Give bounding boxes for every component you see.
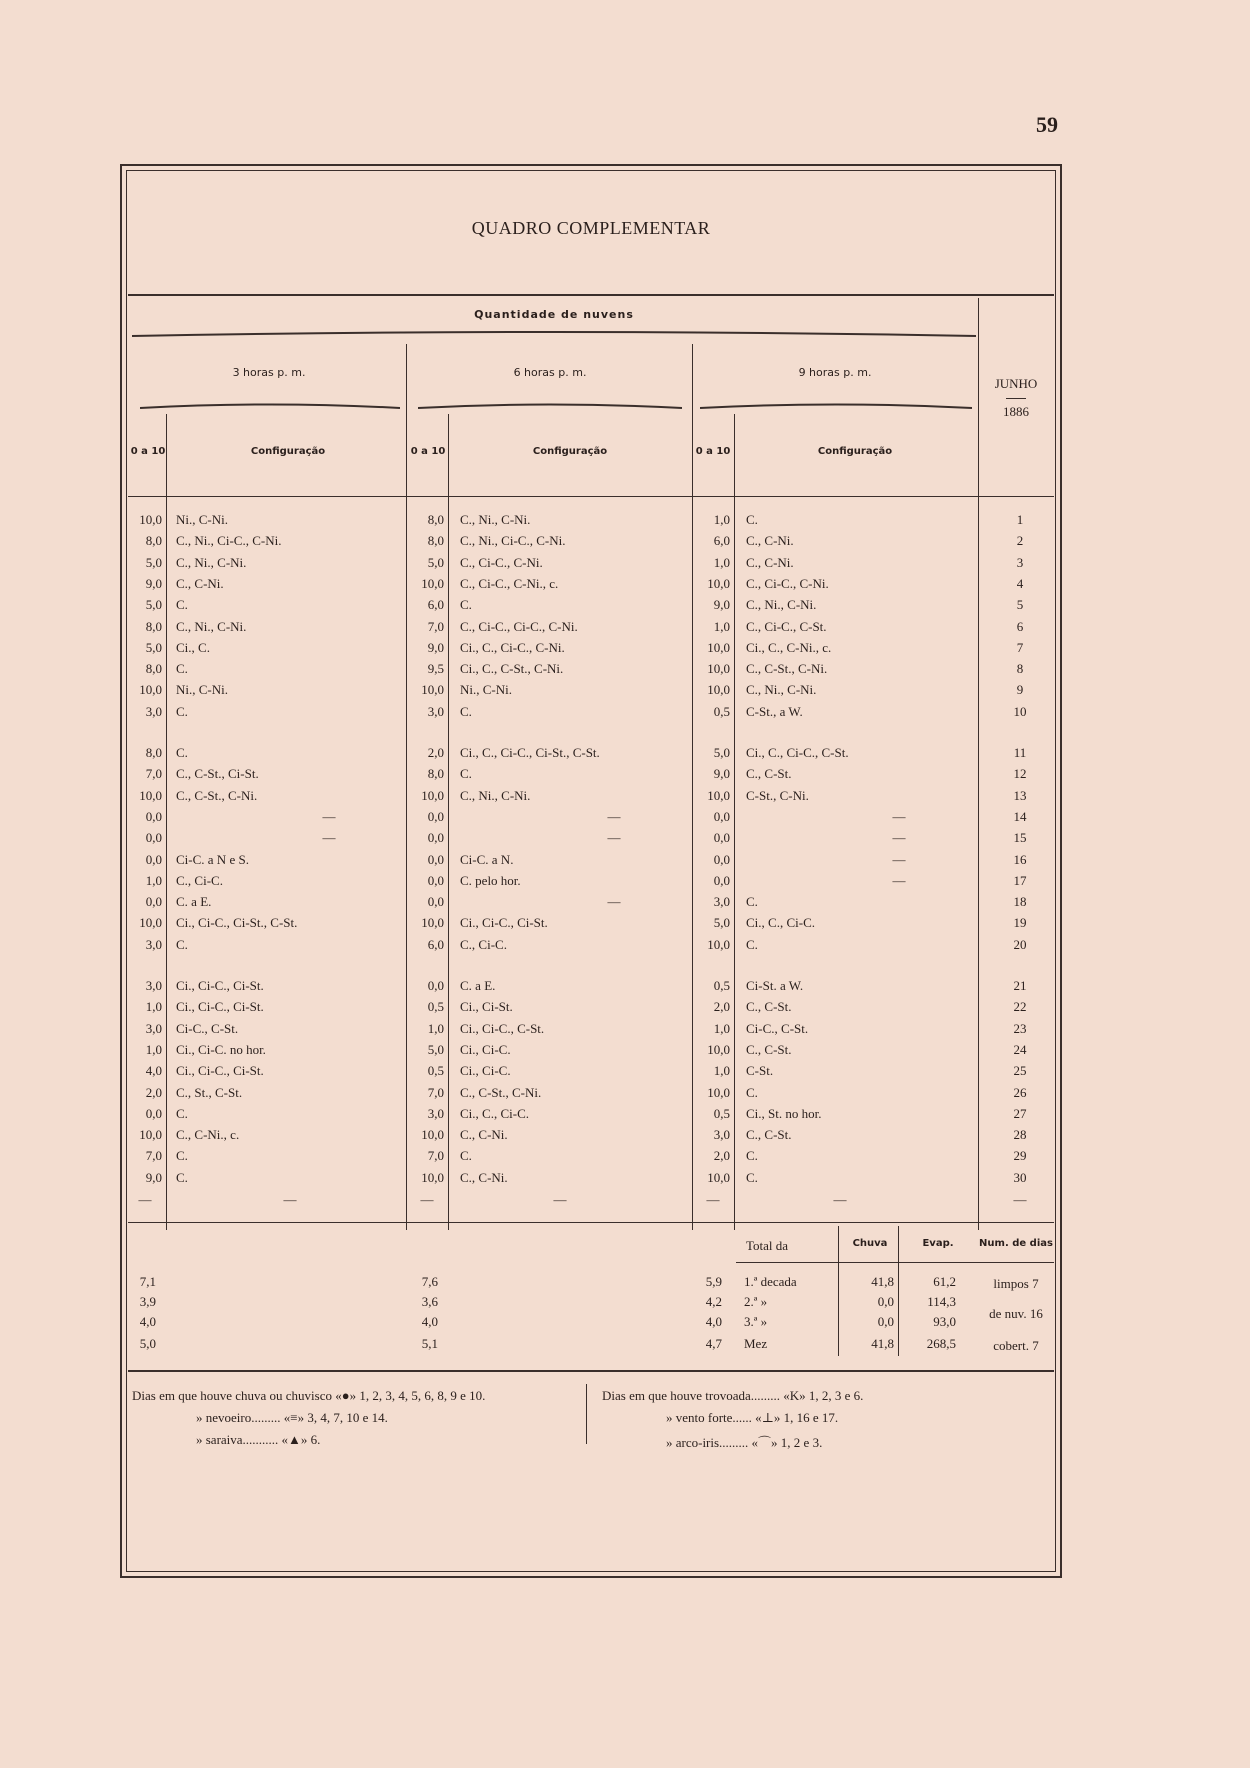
avg-9pm: 4,7: [705, 1336, 722, 1351]
config-3pm: Ci., Ci-C. no hor.: [176, 1041, 266, 1057]
value-3pm: 1,0: [145, 1041, 162, 1057]
value-6pm: 7,0: [427, 618, 444, 634]
col-config-3pm: Configuração: [250, 446, 326, 457]
config-3pm: C., St., C-St.: [176, 1084, 243, 1100]
value-6pm: 3,0: [427, 1105, 444, 1121]
value-9pm: 3,0: [713, 1127, 730, 1143]
config-9pm: Ci-St. a W.: [746, 978, 804, 993]
config-6pm: C.: [460, 703, 472, 719]
dash-cell: —: [420, 1191, 434, 1207]
config-9pm: C-St.: [746, 1063, 774, 1079]
config-6pm: Ci., C., C-St., C-Ni.: [460, 661, 564, 677]
config-6pm: C. pelo hor.: [460, 872, 521, 888]
config-6pm: —: [607, 808, 621, 824]
value-3pm: 0,0: [145, 808, 162, 824]
config-9pm: Ci., C., Ci-C.: [746, 915, 815, 931]
avg-3pm: 5,0: [139, 1336, 156, 1351]
header-month: JUNHO: [994, 376, 1038, 391]
value-6pm: 9,0: [427, 639, 444, 655]
config-3pm: C., Ci-C.: [176, 872, 223, 888]
config-6pm: C., C-St., C-Ni.: [460, 1084, 542, 1100]
config-9pm: C.: [746, 894, 758, 910]
config-6pm: C., Ci-C., C-Ni., c.: [460, 575, 559, 591]
value-3pm: 8,0: [145, 533, 162, 549]
config-3pm: Ci., Ci-C., Ci-St.: [176, 999, 264, 1015]
value-3pm: 3,0: [145, 1020, 162, 1036]
days-count: de nuv. 16: [989, 1306, 1043, 1321]
config-6pm: —: [607, 894, 621, 910]
config-9pm: C.: [746, 936, 758, 952]
day-number: 13: [1013, 787, 1027, 803]
value-3pm: 3,0: [145, 978, 162, 993]
value-6pm: 0,0: [427, 978, 444, 993]
config-9pm: —: [892, 830, 906, 846]
value-6pm: 3,0: [427, 703, 444, 719]
vline-scale-3pm: [166, 414, 167, 1230]
config-3pm: C.: [176, 1169, 188, 1185]
value-9pm: 1,0: [713, 554, 730, 570]
dash-cell: —: [138, 1191, 152, 1207]
config-9pm: C., Ni., C-Ni.: [746, 597, 817, 613]
value-3pm: 3,0: [145, 936, 162, 952]
config-6pm: C., Ci-C., C-Ni.: [460, 554, 543, 570]
avg-6pm: 7,6: [421, 1274, 438, 1289]
value-9pm: 6,0: [713, 533, 730, 549]
day-number: 6: [1016, 618, 1024, 634]
day-number: 22: [1013, 999, 1027, 1015]
value-3pm: 0,0: [145, 1105, 162, 1121]
config-9pm: C., C-Ni.: [746, 554, 794, 570]
config-3pm: Ci-C. a N e S.: [176, 851, 249, 867]
value-9pm: 0,0: [713, 808, 730, 824]
config-6pm: Ci., C., Ci-C., C-Ni.: [460, 639, 565, 655]
config-6pm: —: [607, 830, 621, 846]
avg-3pm: 7,1: [139, 1274, 156, 1289]
avg-6pm: 3,6: [421, 1294, 438, 1309]
config-6pm: C., C-Ni.: [460, 1169, 508, 1185]
day-number: 18: [1013, 894, 1027, 910]
footer-fog: » nevoeiro......... «≡» 3, 4, 7, 10 e 14.: [196, 1410, 388, 1425]
vline-month: [978, 298, 979, 1230]
config-6pm: C. a E.: [460, 978, 496, 993]
col-config-6pm: Configuração: [532, 446, 608, 457]
value-6pm: 8,0: [427, 533, 444, 549]
config-9pm: C., C-Ni.: [746, 533, 794, 549]
day-number: 12: [1013, 766, 1027, 782]
value-9pm: 0,5: [713, 703, 730, 719]
value-9pm: 3,0: [713, 894, 730, 910]
config-3pm: C., C-St., C-Ni.: [176, 787, 258, 803]
value-6pm: 0,0: [427, 808, 444, 824]
value-9pm: 1,0: [713, 1020, 730, 1036]
value-3pm: 9,0: [145, 1169, 162, 1185]
value-3pm: 8,0: [145, 661, 162, 677]
day-number: 3: [1016, 554, 1024, 570]
config-3pm: —: [322, 830, 336, 846]
value-6pm: 10,0: [421, 787, 444, 803]
evap-total: 61,2: [933, 1274, 956, 1289]
value-6pm: 1,0: [427, 1020, 444, 1036]
value-6pm: 0,0: [427, 830, 444, 846]
config-3pm: C.: [176, 745, 188, 760]
day-number: 9: [1016, 682, 1024, 698]
config-9pm: Ci., C., Ci-C., C-St.: [746, 745, 849, 760]
footer-thunder: Dias em que houve trovoada......... «K» 1, 2, 3 e 6.: [602, 1388, 864, 1403]
day-number: 19: [1013, 915, 1027, 931]
config-3pm: C.: [176, 597, 188, 613]
rain-total: 0,0: [877, 1314, 894, 1329]
value-3pm: 10,0: [139, 682, 162, 698]
config-6pm: C.: [460, 1148, 472, 1164]
value-9pm: 10,0: [707, 936, 730, 952]
config-3pm: —: [322, 808, 336, 824]
value-3pm: 5,0: [145, 639, 162, 655]
dash-cell: —: [833, 1191, 847, 1207]
value-6pm: 0,0: [427, 872, 444, 888]
day-number: 29: [1013, 1148, 1027, 1164]
config-9pm: C., Ci-C., C-Ni.: [746, 575, 829, 591]
config-6pm: Ci., Ci-St.: [460, 999, 513, 1015]
config-9pm: C., C-St.: [746, 999, 792, 1015]
value-9pm: 0,5: [713, 1105, 730, 1121]
day-number: 1: [1016, 512, 1024, 527]
config-9pm: C., C-St.: [746, 766, 792, 782]
config-6pm: C.: [460, 597, 472, 613]
vline-6pm-9pm: [692, 344, 693, 1230]
value-3pm: 10,0: [139, 915, 162, 931]
value-9pm: 5,0: [713, 915, 730, 931]
value-9pm: 10,0: [707, 1041, 730, 1057]
config-9pm: —: [892, 851, 906, 867]
col-scale-3pm: 0 a 10: [130, 446, 166, 457]
config-6pm: C., Ni., C-Ni.: [460, 787, 531, 803]
value-6pm: 0,0: [427, 894, 444, 910]
day-number: 17: [1013, 872, 1027, 888]
day-number: 16: [1013, 851, 1027, 867]
col-scale-9pm: 0 a 10: [695, 446, 731, 457]
evap-total: 93,0: [933, 1314, 956, 1329]
config-9pm: C-St., a W.: [746, 703, 803, 719]
value-6pm: 0,5: [427, 1063, 444, 1079]
config-9pm: C.: [746, 1084, 758, 1100]
day-number: 2: [1016, 533, 1024, 549]
rain-total: 0,0: [877, 1294, 894, 1309]
footer-rain: Dias em que houve chuva ou chuvisco «●» 1, 2, 3, 4, 5, 6, 8, 9 e 10.: [132, 1388, 486, 1403]
value-6pm: 7,0: [427, 1148, 444, 1164]
config-3pm: C., Ni., Ci-C., C-Ni.: [176, 533, 282, 549]
vline-3pm-6pm: [406, 344, 407, 1230]
dash-cell: —: [553, 1191, 567, 1207]
value-6pm: 5,0: [427, 1041, 444, 1057]
avg-6pm: 4,0: [421, 1314, 438, 1329]
config-6pm: C.: [460, 766, 472, 782]
config-3pm: C.: [176, 661, 188, 677]
config-3pm: C., Ni., C-Ni.: [176, 554, 247, 570]
config-3pm: C., Ni., C-Ni.: [176, 618, 247, 634]
config-9pm: Ci., C., C-Ni., c.: [746, 639, 832, 655]
config-9pm: C-St., C-Ni.: [746, 787, 809, 803]
footer-wind: » vento forte...... «⊥» 1, 16 e 17.: [666, 1410, 839, 1425]
config-3pm: C., C-Ni., c.: [176, 1127, 240, 1143]
value-6pm: 10,0: [421, 682, 444, 698]
config-3pm: C.: [176, 1105, 188, 1121]
value-6pm: 2,0: [427, 745, 444, 760]
config-6pm: Ci., Ci-C., Ci-St.: [460, 915, 548, 931]
rain-total: 41,8: [871, 1274, 894, 1289]
value-3pm: 9,0: [145, 575, 162, 591]
value-3pm: 0,0: [145, 830, 162, 846]
config-6pm: Ci., Ci-C., C-St.: [460, 1020, 545, 1036]
day-number: 21: [1013, 978, 1027, 993]
totals-header-total: Total da: [746, 1238, 789, 1253]
config-6pm: Ni., C-Ni.: [460, 682, 512, 698]
totals-col-divider-2: [898, 1226, 899, 1356]
config-3pm: Ci., C.: [176, 639, 210, 655]
value-6pm: 8,0: [427, 766, 444, 782]
value-6pm: 10,0: [421, 1169, 444, 1185]
config-3pm: Ci-C., C-St.: [176, 1020, 239, 1036]
avg-3pm: 4,0: [139, 1314, 156, 1329]
config-3pm: C., C-St., Ci-St.: [176, 766, 259, 782]
value-3pm: 4,0: [145, 1063, 162, 1079]
value-9pm: 1,0: [713, 1063, 730, 1079]
value-3pm: 10,0: [139, 787, 162, 803]
avg-3pm: 3,9: [139, 1294, 156, 1309]
day-number: 24: [1013, 1041, 1027, 1057]
totals-subrule: [736, 1262, 1054, 1263]
config-9pm: C., C-St.: [746, 1041, 792, 1057]
value-9pm: 1,0: [713, 512, 730, 527]
value-9pm: 10,0: [707, 661, 730, 677]
config-9pm: —: [892, 808, 906, 824]
value-6pm: 6,0: [427, 597, 444, 613]
page-title: QUADRO COMPLEMENTAR: [471, 218, 711, 238]
value-3pm: 7,0: [145, 1148, 162, 1164]
vline-scale-9pm: [734, 414, 735, 1230]
config-3pm: Ci., Ci-C., Ci-St.: [176, 1063, 264, 1079]
config-3pm: C.: [176, 936, 188, 952]
day-number: 4: [1016, 575, 1024, 591]
value-6pm: 7,0: [427, 1084, 444, 1100]
totals-header-evap: Evap.: [922, 1238, 954, 1249]
config-3pm: C.: [176, 703, 188, 719]
value-3pm: 1,0: [145, 872, 162, 888]
value-6pm: 10,0: [421, 915, 444, 931]
value-9pm: 5,0: [713, 745, 730, 760]
value-6pm: 10,0: [421, 575, 444, 591]
value-9pm: 10,0: [707, 682, 730, 698]
config-6pm: Ci-C. a N.: [460, 851, 514, 867]
value-6pm: 10,0: [421, 1127, 444, 1143]
avg-9pm: 4,2: [705, 1294, 722, 1309]
value-9pm: 10,0: [707, 787, 730, 803]
totals-period-label: 1.ª decada: [744, 1274, 797, 1289]
header-6pm-wave: [418, 402, 682, 412]
config-3pm: Ni., C-Ni.: [176, 512, 228, 527]
day-number: 11: [1013, 745, 1027, 760]
dash-cell: —: [1013, 1191, 1027, 1207]
config-9pm: —: [892, 872, 906, 888]
value-3pm: 10,0: [139, 1127, 162, 1143]
value-3pm: 1,0: [145, 999, 162, 1015]
config-3pm: C. a E.: [176, 894, 212, 910]
config-3pm: C.: [176, 1148, 188, 1164]
header-9pm-wave: [700, 402, 972, 412]
vline-scale-6pm: [448, 414, 449, 1230]
value-6pm: 6,0: [427, 936, 444, 952]
header-6pm: 6 horas p. m.: [513, 366, 587, 379]
header-3pm: 3 horas p. m.: [232, 366, 306, 379]
evap-total: 114,3: [927, 1294, 956, 1309]
value-3pm: 8,0: [145, 618, 162, 634]
avg-9pm: 4,0: [705, 1314, 722, 1329]
day-number: 28: [1013, 1127, 1027, 1143]
header-group-label: Quantidade de nuvens: [474, 308, 634, 321]
value-9pm: 2,0: [713, 1148, 730, 1164]
config-6pm: C., C-Ni.: [460, 1127, 508, 1143]
value-3pm: 0,0: [145, 894, 162, 910]
value-9pm: 1,0: [713, 618, 730, 634]
col-scale-6pm: 0 a 10: [410, 446, 446, 457]
day-number: 15: [1013, 830, 1027, 846]
value-9pm: 0,5: [713, 978, 730, 993]
day-number: 10: [1013, 703, 1027, 719]
config-3pm: C., C-Ni.: [176, 575, 224, 591]
totals-period-label: 2.ª »: [744, 1294, 768, 1309]
value-9pm: 10,0: [707, 1084, 730, 1100]
value-9pm: 0,0: [713, 830, 730, 846]
days-count: limpos 7: [993, 1276, 1039, 1291]
value-3pm: 2,0: [145, 1084, 162, 1100]
config-6pm: Ci., C., Ci-C., Ci-St., C-St.: [460, 745, 600, 760]
value-6pm: 0,0: [427, 851, 444, 867]
value-3pm: 3,0: [145, 703, 162, 719]
value-9pm: 10,0: [707, 639, 730, 655]
day-number: 26: [1013, 1084, 1027, 1100]
config-6pm: C., Ni., Ci-C., C-Ni.: [460, 533, 566, 549]
evap-total: 268,5: [926, 1336, 956, 1351]
config-6pm: Ci., C., Ci-C.: [460, 1105, 529, 1121]
config-9pm: Ci-C., C-St.: [746, 1020, 809, 1036]
value-9pm: 10,0: [707, 1169, 730, 1185]
day-number: 5: [1016, 597, 1024, 613]
header-year: 1886: [1003, 404, 1029, 419]
config-3pm: Ni., C-Ni.: [176, 682, 228, 698]
value-3pm: 5,0: [145, 554, 162, 570]
config-6pm: Ci., Ci-C.: [460, 1063, 511, 1079]
day-number: 20: [1013, 936, 1027, 952]
config-9pm: C., C-St., C-Ni.: [746, 661, 828, 677]
day-number: 30: [1013, 1169, 1027, 1185]
value-3pm: 7,0: [145, 766, 162, 782]
value-9pm: 9,0: [713, 766, 730, 782]
days-count: cobert. 7: [993, 1338, 1039, 1353]
totals-header-dias: Num. de dias: [979, 1238, 1053, 1249]
value-9pm: 0,0: [713, 851, 730, 867]
value-3pm: 8,0: [145, 745, 162, 760]
day-number: 14: [1013, 808, 1027, 824]
value-9pm: 9,0: [713, 597, 730, 613]
totals-period-label: 3.ª »: [744, 1314, 768, 1329]
title-rule: [128, 294, 1054, 296]
footer-hail: » saraiva........... «▲» 6.: [196, 1432, 321, 1447]
avg-9pm: 5,9: [705, 1274, 722, 1289]
value-9pm: 0,0: [713, 872, 730, 888]
config-9pm: C.: [746, 1169, 758, 1185]
value-6pm: 0,5: [427, 999, 444, 1015]
footer-rainbow: » arco-iris......... «⌒» 1, 2 e 3.: [666, 1435, 823, 1450]
rain-total: 41,8: [871, 1336, 894, 1351]
value-3pm: 5,0: [145, 597, 162, 613]
config-6pm: Ci., Ci-C.: [460, 1041, 511, 1057]
config-9pm: C.: [746, 512, 758, 527]
footer-divider: [586, 1384, 587, 1444]
totals-col-divider-1: [838, 1226, 839, 1356]
day-number: 25: [1013, 1063, 1027, 1079]
value-9pm: 2,0: [713, 999, 730, 1015]
config-6pm: C., Ci-C., Ci-C., C-Ni.: [460, 618, 578, 634]
config-3pm: Ci., Ci-C., Ci-St.: [176, 978, 264, 993]
value-6pm: 8,0: [427, 512, 444, 527]
totals-period-label: Mez: [744, 1336, 768, 1351]
header-3pm-wave: [140, 402, 400, 412]
config-9pm: C., C-St.: [746, 1127, 792, 1143]
dash-cell: —: [283, 1191, 297, 1207]
config-9pm: C., Ni., C-Ni.: [746, 682, 817, 698]
header-group-wave: [132, 330, 976, 340]
value-6pm: 5,0: [427, 554, 444, 570]
totals-bottom-rule: [128, 1370, 1054, 1372]
avg-6pm: 5,1: [421, 1336, 438, 1351]
day-number: 8: [1016, 661, 1024, 677]
day-number: 7: [1016, 639, 1024, 655]
config-6pm: C., Ni., C-Ni.: [460, 512, 531, 527]
value-3pm: 10,0: [139, 512, 162, 527]
header-month-rule: [1006, 398, 1026, 399]
config-6pm: C., Ci-C.: [460, 936, 507, 952]
day-number: 27: [1013, 1105, 1027, 1121]
col-config-9pm: Configuração: [817, 446, 893, 457]
value-3pm: 0,0: [145, 851, 162, 867]
config-9pm: C., Ci-C., C-St.: [746, 618, 827, 634]
header-9pm: 9 horas p. m.: [798, 366, 872, 379]
value-9pm: 10,0: [707, 575, 730, 591]
dash-cell: —: [706, 1191, 720, 1207]
day-number: 23: [1013, 1020, 1027, 1036]
totals-header-chuva: Chuva: [852, 1238, 888, 1249]
config-9pm: Ci., St. no hor.: [746, 1105, 822, 1121]
page-number: 59: [1036, 112, 1058, 137]
header-rule: [128, 496, 1054, 497]
value-6pm: 9,5: [427, 661, 444, 677]
totals-rule: [128, 1222, 1054, 1223]
config-9pm: C.: [746, 1148, 758, 1164]
config-3pm: Ci., Ci-C., Ci-St., C-St.: [176, 915, 298, 931]
